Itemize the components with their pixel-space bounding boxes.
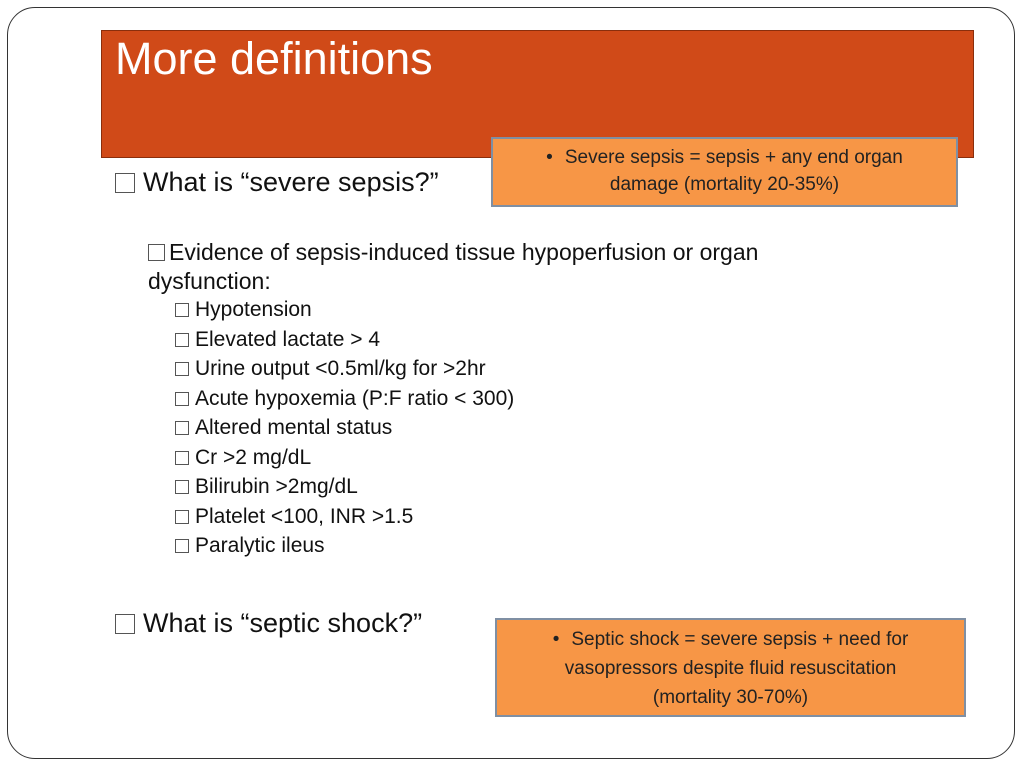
callout-septic-shock <box>495 618 966 717</box>
checkbox-bullet-icon <box>175 303 189 317</box>
checkbox-bullet-icon <box>175 362 189 376</box>
callout-severe-line-2: damage (mortality 20-35%) <box>609 174 840 195</box>
question-septic-shock-text: What is “septic shock?” <box>143 608 423 638</box>
evidence-heading-line-2: dysfunction: <box>148 268 271 294</box>
checkbox-bullet-icon <box>115 614 135 634</box>
checkbox-bullet-icon <box>175 392 189 406</box>
checkbox-bullet-icon <box>175 451 189 465</box>
checkbox-bullet-icon <box>175 333 189 347</box>
question-septic-shock <box>115 607 422 639</box>
checkbox-bullet-icon <box>175 539 189 553</box>
evidence-heading-line-1: Evidence of sepsis-induced tissue hypoperfusion or organ <box>169 239 759 265</box>
list-item: Acute hypoxemia (P:F ratio < 300) <box>175 384 514 414</box>
bullet-dot-icon: • <box>546 147 553 168</box>
list-item: Hypotension <box>175 295 514 325</box>
checkbox-bullet-icon <box>175 480 189 494</box>
question-severe-sepsis-text: What is “severe sepsis?” <box>143 167 439 197</box>
list-item: Elevated lactate > 4 <box>175 325 514 355</box>
checkbox-bullet-icon <box>115 173 135 193</box>
callout-severe-line-1: • Severe sepsis = sepsis + any end organ <box>493 144 956 171</box>
callout-shock-line-1: • Septic shock = severe sepsis + need for <box>497 625 964 654</box>
evidence-list <box>175 295 514 561</box>
checkbox-bullet-icon <box>175 510 189 524</box>
checkbox-bullet-icon <box>148 244 165 261</box>
question-severe-sepsis <box>115 166 439 198</box>
list-item: Altered mental status <box>175 413 514 443</box>
callout-shock-line-2: vasopressors despite fluid resuscitation <box>564 658 897 679</box>
list-item: Cr >2 mg/dL <box>175 443 514 473</box>
checkbox-bullet-icon <box>175 421 189 435</box>
slide-title: More definitions <box>115 33 433 84</box>
list-item: Bilirubin >2mg/dL <box>175 472 514 502</box>
callout-severe-sepsis <box>491 137 958 207</box>
evidence-heading <box>148 238 758 296</box>
list-item: Paralytic ileus <box>175 531 514 561</box>
bullet-dot-icon: • <box>552 629 560 650</box>
list-item: Urine output <0.5ml/kg for >2hr <box>175 354 514 384</box>
list-item: Platelet <100, INR >1.5 <box>175 502 514 532</box>
callout-shock-line-3: (mortality 30-70%) <box>652 687 809 708</box>
